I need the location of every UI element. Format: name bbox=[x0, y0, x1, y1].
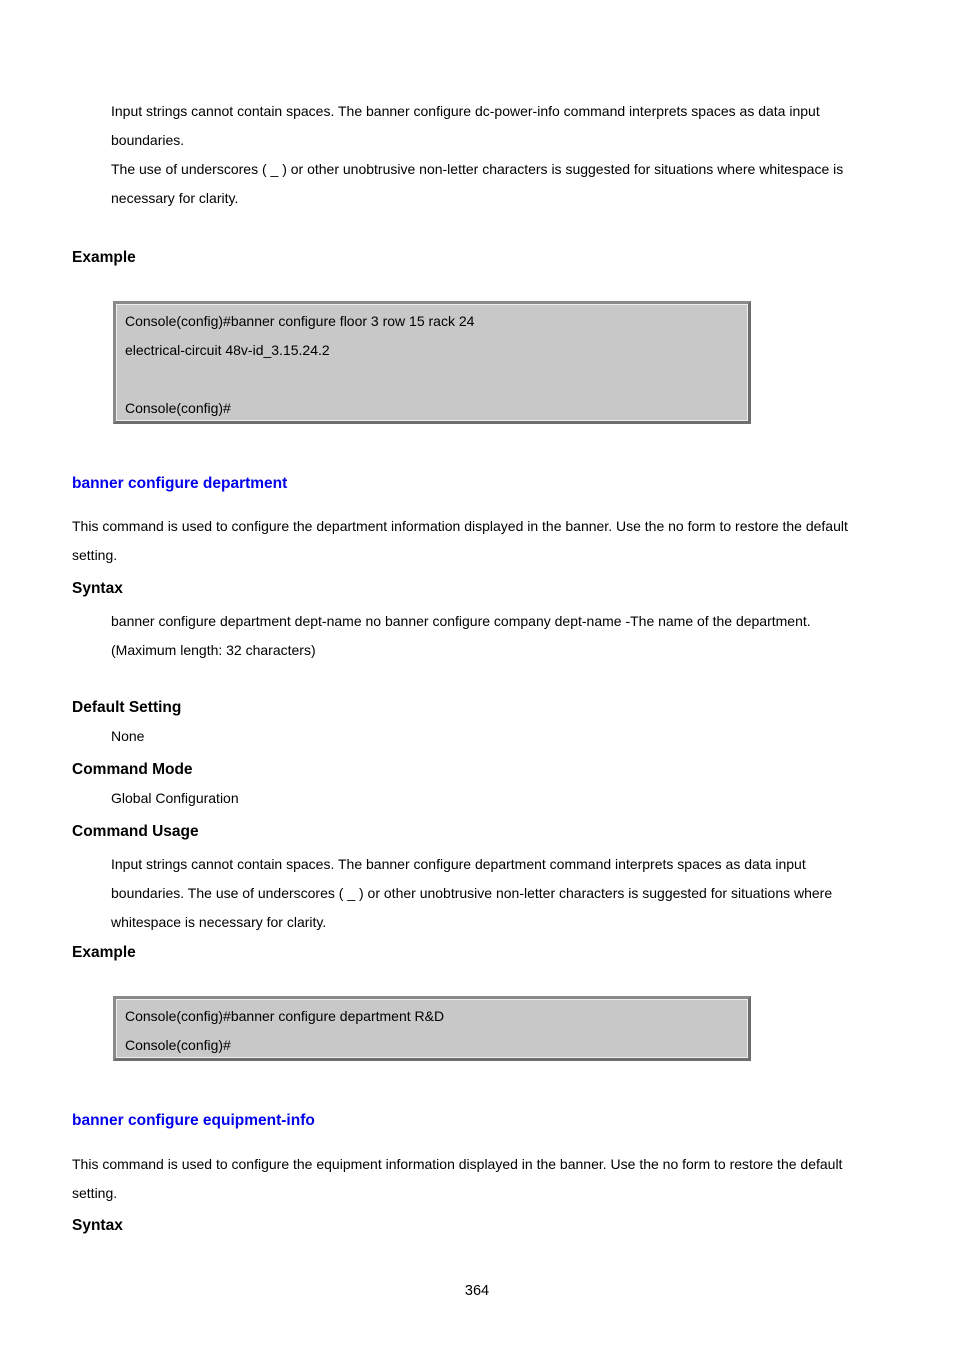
usage-line: whitespace is necessary for clarity. bbox=[111, 914, 327, 930]
department-description bbox=[72, 512, 882, 570]
default-setting-heading: Default Setting bbox=[72, 699, 182, 716]
usage-line: boundaries. bbox=[111, 132, 185, 148]
console-line: Console(config)# bbox=[125, 1037, 231, 1053]
equipment-description bbox=[72, 1150, 882, 1208]
description-line: This command is used to configure the department information displayed in the banner. Use the no form to restore the default bbox=[72, 518, 848, 534]
console-line: Console(config)#banner configure floor 3 row 15 rack 24 bbox=[125, 313, 475, 329]
example-heading: Example bbox=[72, 249, 136, 266]
console-line: Console(config)# bbox=[125, 400, 231, 416]
page-number: 364 bbox=[464, 1283, 490, 1299]
command-mode-value: Global Configuration bbox=[111, 790, 239, 806]
syntax-heading: Syntax bbox=[72, 1217, 123, 1234]
description-line: This command is used to configure the equipment information displayed in the banner. Use the no form to restore the default bbox=[72, 1156, 843, 1172]
syntax-text bbox=[111, 607, 881, 665]
usage-line: necessary for clarity. bbox=[111, 190, 239, 206]
command-usage-heading: Command Usage bbox=[72, 823, 199, 840]
usage-paragraph-1 bbox=[111, 97, 881, 213]
syntax-line: banner configure department dept-name no banner configure company dept-name -The name of the department. bbox=[111, 613, 811, 629]
example-heading: Example bbox=[72, 944, 136, 961]
usage-line: The use of underscores ( _ ) or other unobtrusive non-letter characters is suggested for situations where whitespace is bbox=[111, 161, 844, 177]
syntax-line: (Maximum length: 32 characters) bbox=[111, 642, 316, 658]
console-line: Console(config)#banner configure department R&D bbox=[125, 1008, 445, 1024]
description-line: setting. bbox=[72, 1185, 118, 1201]
usage-line: Input strings cannot contain spaces. The banner configure department command interprets spaces as data input bbox=[111, 856, 806, 872]
syntax-heading: Syntax bbox=[72, 580, 123, 597]
description-line: setting. bbox=[72, 547, 118, 563]
command-mode-heading: Command Mode bbox=[72, 761, 193, 778]
usage-line: boundaries. The use of underscores ( _ ) or other unobtrusive non-letter characters is suggested for situations where bbox=[111, 885, 833, 901]
console-line: electrical-circuit 48v-id_3.15.24.2 bbox=[125, 342, 330, 358]
section-title-equipment-info[interactable]: banner configure equipment-info bbox=[72, 1112, 315, 1129]
console-example-box bbox=[113, 996, 751, 1061]
usage-line: Input strings cannot contain spaces. The banner configure dc-power-info command interprets spaces as data input bbox=[111, 103, 820, 119]
default-setting-value: None bbox=[111, 728, 145, 744]
section-title-department[interactable]: banner configure department bbox=[72, 475, 288, 492]
command-usage-text bbox=[111, 850, 881, 937]
console-example-box bbox=[113, 301, 751, 424]
